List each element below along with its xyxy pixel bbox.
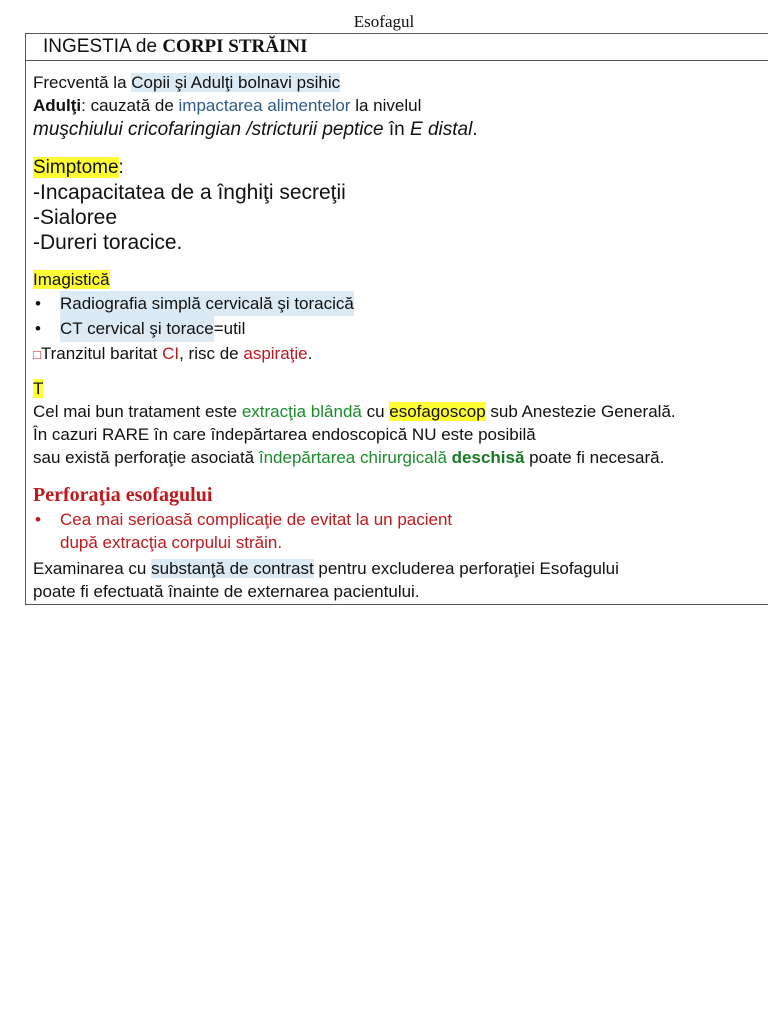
symptoms-heading-row xyxy=(33,155,768,180)
ct-text: CT cervical şi torace xyxy=(60,316,214,342)
perforation-bullet-line-2: după extracţia corpului străin. xyxy=(60,533,283,552)
box-icon: □ xyxy=(33,347,41,362)
imaging-heading: Imagistică xyxy=(33,270,110,289)
slide-content xyxy=(26,61,768,603)
impaction-text: impactarea alimentelor xyxy=(178,96,351,115)
symptom-item: -Sialoree xyxy=(33,206,118,229)
perforation-heading: Perforaţia esofagului xyxy=(33,484,213,506)
anesthesia-text: sub Anestezie Generală. xyxy=(485,402,676,421)
intro-line-1 xyxy=(33,71,768,94)
treatment-line-1 xyxy=(33,400,768,423)
imaging-heading-row xyxy=(33,268,768,291)
slide-box xyxy=(25,33,768,605)
imaging-item-1 xyxy=(33,291,768,316)
ci-text: CI xyxy=(162,344,180,363)
symptom-item: -Dureri toracice. xyxy=(33,231,183,254)
intro-line-2 xyxy=(33,94,768,117)
risk-text: , risc de xyxy=(179,344,244,363)
imaging-note xyxy=(33,342,768,366)
intro-level-text: la nivelul xyxy=(350,96,422,115)
slide-title xyxy=(26,34,768,61)
exclusion-text: pentru excluderea perforaţiei Esofagului xyxy=(313,559,619,578)
symptom-item: -Incapacitatea de a înghiţi secreţii xyxy=(33,181,346,204)
symptoms-heading: Simptome xyxy=(33,157,119,178)
exam-line-2: poate fi efectuată înainte de externarea pacientului. xyxy=(33,582,420,601)
perforation-assoc-text: sau există perforaţie asociată xyxy=(33,448,259,467)
muscle-text: muşchiului cricofaringian /stricturii peptice xyxy=(33,119,384,140)
intro-cause-text: : cauzată de xyxy=(81,96,179,115)
surgical-removal-text: îndepărtarea chirurgicală xyxy=(258,448,447,467)
gentle-extraction-text: extracţia blândă xyxy=(241,402,362,421)
imaging-item-2 xyxy=(33,316,768,342)
intro-in-text: în xyxy=(383,119,410,140)
adults-label: Adulţi xyxy=(33,96,82,115)
treatment-line-2: În cazuri RARE în care îndepărtarea endoscopică NU este posibilă xyxy=(33,425,536,444)
perforation-bullet-line-1: Cea mai serioasă complicaţie de evitat la un pacient xyxy=(60,510,453,529)
intro-period: . xyxy=(472,119,478,140)
intro-text: Frecventă la xyxy=(33,73,132,92)
treatment-heading-row xyxy=(33,377,768,400)
ct-util-text: =util xyxy=(213,319,246,338)
intro-line-3 xyxy=(33,117,768,142)
perforation-bullet xyxy=(33,508,768,554)
bullet-dot: • xyxy=(35,294,41,313)
contrast-text: substanţă de contrast xyxy=(151,559,314,578)
exam-text: Examinarea cu xyxy=(33,559,152,578)
may-be-needed-text: poate fi necesară. xyxy=(524,448,665,467)
esophagoscope-text: esofagoscop xyxy=(389,402,486,421)
distal-text: E distal xyxy=(410,119,473,140)
treatment-text: Cel mai bun tratament este xyxy=(33,402,242,421)
bullet-dot: • xyxy=(35,510,41,529)
barium-text: Tranzitul baritat xyxy=(40,344,163,363)
page-header-title: Esofagul xyxy=(353,12,415,31)
open-text: deschisă xyxy=(451,448,525,467)
symptoms-colon: : xyxy=(118,157,124,178)
treatment-line-3 xyxy=(33,446,768,469)
note-period: . xyxy=(307,344,313,363)
treatment-heading: T xyxy=(33,379,44,398)
slide-title-prefix: INGESTIA de xyxy=(43,36,163,57)
bullet-dot: • xyxy=(35,319,41,338)
aspiration-text: aspiraţie xyxy=(243,344,308,363)
with-text: cu xyxy=(361,402,390,421)
slide-title-bold: CORPI STRĂINI xyxy=(162,36,308,57)
exam-line-1 xyxy=(33,557,768,580)
intro-highlight: Copii şi Adulţi bolnavi psihic xyxy=(131,73,341,92)
xray-text: Radiografia simplă cervicală şi toracică xyxy=(60,291,354,316)
